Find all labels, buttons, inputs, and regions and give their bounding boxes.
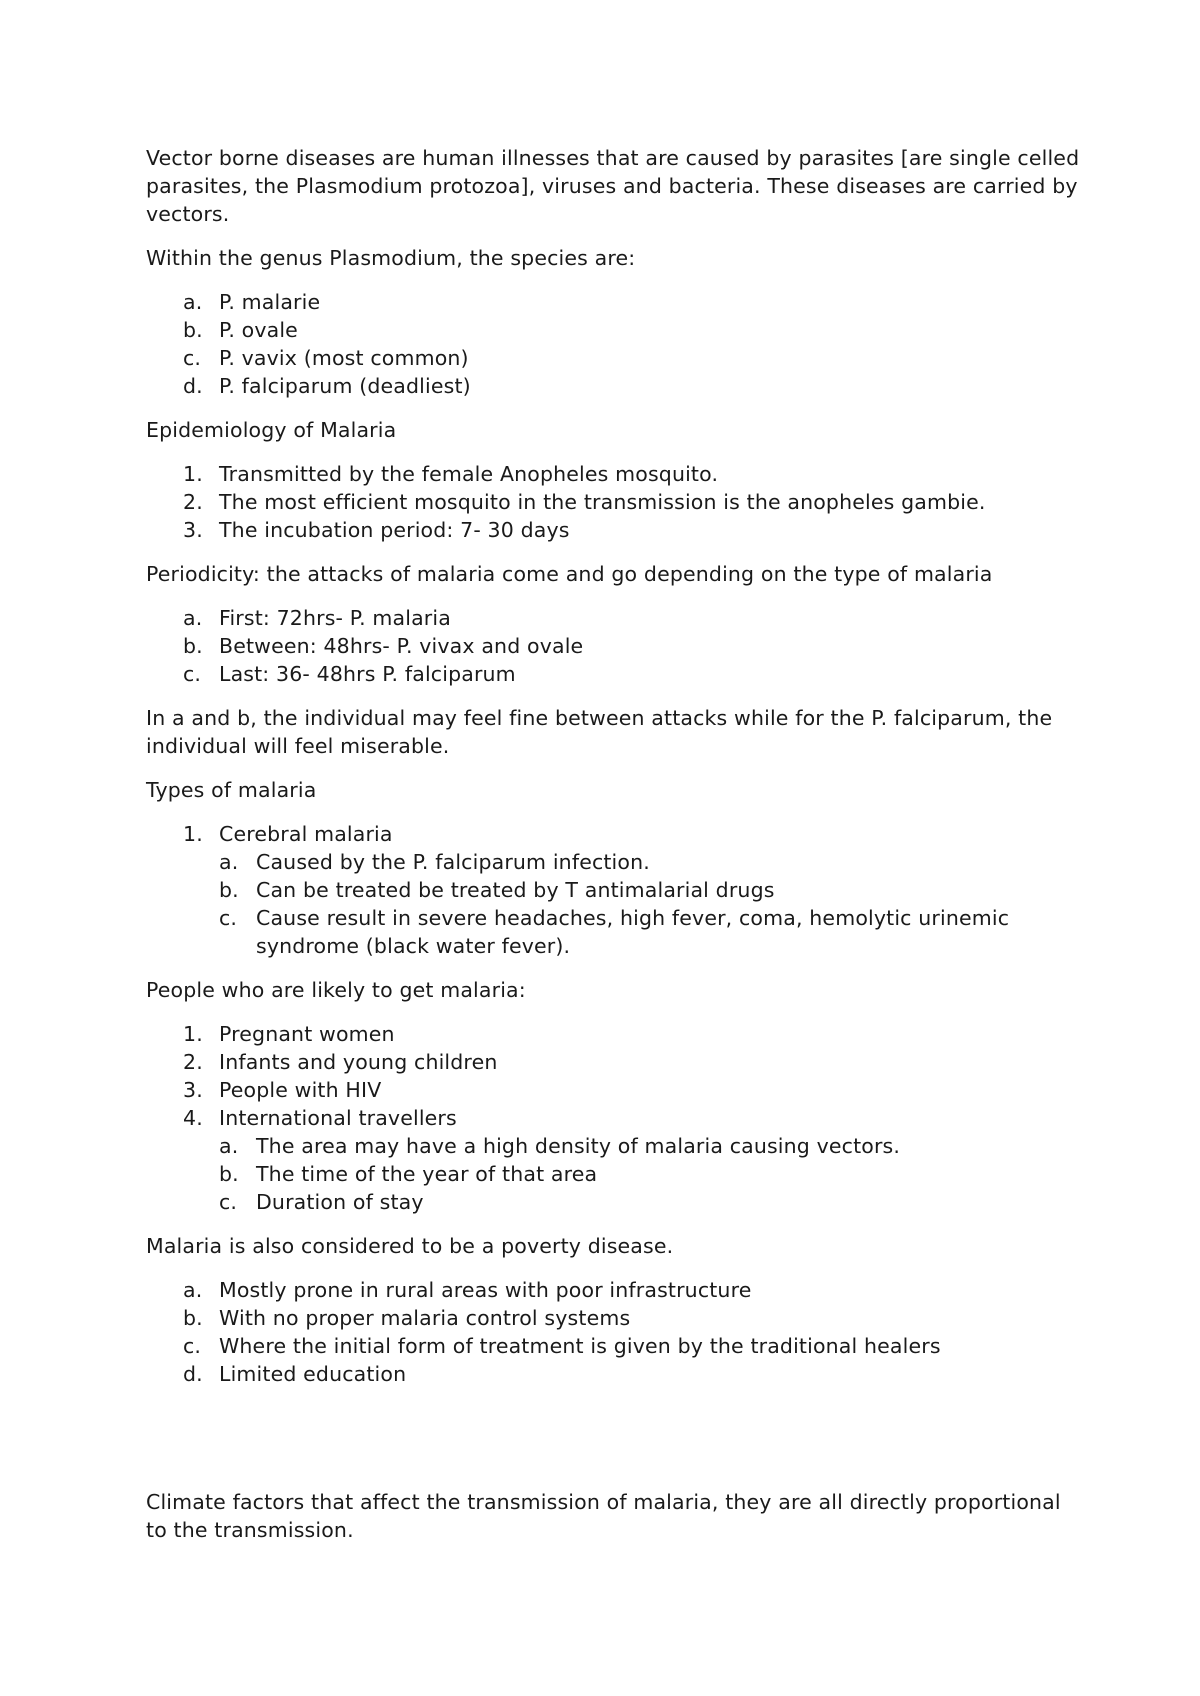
list-marker: 3.	[183, 1078, 203, 1102]
list-item	[146, 460, 1086, 488]
list-item	[146, 372, 1086, 400]
list-item	[146, 344, 1086, 372]
list-item-text: Limited education	[219, 1362, 407, 1386]
list-item-text: International travellers	[219, 1106, 457, 1130]
periodicity-list	[146, 604, 1086, 688]
types-heading: Types of malaria	[146, 778, 317, 802]
list-item-text: Can be treated be treated by T antimalarial drugs	[256, 878, 775, 902]
list-marker: 2.	[183, 490, 203, 514]
sublist-item	[146, 1132, 1086, 1160]
list-item	[146, 604, 1086, 632]
types-sublist	[219, 848, 1086, 960]
list-marker: b.	[219, 1162, 239, 1186]
list-marker: b.	[183, 1306, 203, 1330]
at-risk-heading: People who are likely to get malaria:	[146, 978, 526, 1002]
poverty-list	[146, 1276, 1086, 1388]
list-item	[146, 288, 1086, 316]
list-item-text: Infants and young children	[219, 1050, 498, 1074]
list-item-text: Duration of stay	[256, 1190, 424, 1214]
list-marker: c.	[219, 906, 238, 930]
list-item-text: Between: 48hrs- P. vivax and ovale	[219, 634, 584, 658]
sublist-item	[146, 876, 1086, 904]
list-marker: d.	[183, 1362, 203, 1386]
list-item-text: P. vavix (most common)	[219, 346, 469, 370]
list-marker: b.	[183, 318, 203, 342]
list-item-text: Where the initial form of treatment is given by the traditional healers	[219, 1334, 941, 1358]
epidemiology-heading: Epidemiology of Malaria	[146, 418, 397, 442]
list-item	[146, 488, 1086, 516]
list-item	[146, 1104, 1086, 1216]
sublist-item	[146, 1160, 1086, 1188]
list-item	[146, 632, 1086, 660]
list-item-text: Caused by the P. falciparum infection.	[256, 850, 650, 874]
list-item-text: Pregnant women	[219, 1022, 395, 1046]
list-item-text: Cause result in severe headaches, high fever, coma, hemolytic urinemic syndrome (black water fever).	[256, 906, 1010, 958]
list-item	[146, 1276, 1086, 1304]
list-item	[146, 1020, 1086, 1048]
list-item-text: The most efficient mosquito in the transmission is the anopheles gambie.	[219, 490, 986, 514]
species-list	[146, 288, 1086, 400]
list-marker: d.	[183, 374, 203, 398]
travellers-sublist	[219, 1132, 1086, 1216]
sublist-item	[146, 904, 1086, 960]
list-marker: 1.	[183, 822, 203, 846]
list-marker: b.	[219, 878, 239, 902]
sublist-item	[146, 848, 1086, 876]
list-item-text: The incubation period: 7- 30 days	[219, 518, 570, 542]
list-item-text: Last: 36- 48hrs P. falciparum	[219, 662, 516, 686]
list-item	[146, 1304, 1086, 1332]
sublist-item	[146, 1188, 1086, 1216]
list-item-text: Mostly prone in rural areas with poor infrastructure	[219, 1278, 752, 1302]
list-item-text: Cerebral malaria	[219, 822, 393, 846]
list-item-text: P. falciparum (deadliest)	[219, 374, 471, 398]
list-marker: b.	[183, 634, 203, 658]
list-item-text: The time of the year of that area	[256, 1162, 598, 1186]
species-heading: Within the genus Plasmodium, the species are:	[146, 246, 636, 270]
periodicity-heading: Periodicity: the attacks of malaria come and go depending on the type of malaria	[146, 562, 993, 586]
list-marker: a.	[183, 606, 203, 630]
list-item	[146, 820, 1086, 960]
list-marker: a.	[183, 290, 203, 314]
list-item	[146, 316, 1086, 344]
list-item	[146, 1048, 1086, 1076]
list-item-text: P. ovale	[219, 318, 298, 342]
list-marker: 4.	[183, 1106, 203, 1130]
list-item-text: Transmitted by the female Anopheles mosquito.	[219, 462, 719, 486]
list-marker: a.	[219, 850, 239, 874]
list-marker: a.	[219, 1134, 239, 1158]
document-page	[146, 144, 1086, 1560]
list-marker: c.	[183, 346, 202, 370]
intro-paragraph: Vector borne diseases are human illnesses that are caused by parasites [are single celled parasites, the Plasmodium protozoa], viruses and bacteria. These diseases are carried by vectors.	[146, 146, 1080, 226]
list-item	[146, 1332, 1086, 1360]
poverty-heading: Malaria is also considered to be a poverty disease.	[146, 1234, 674, 1258]
list-item-text: P. malarie	[219, 290, 321, 314]
list-item-text: First: 72hrs- P. malaria	[219, 606, 451, 630]
list-marker: a.	[183, 1278, 203, 1302]
list-item	[146, 1360, 1086, 1388]
list-marker: 1.	[183, 462, 203, 486]
list-item	[146, 1076, 1086, 1104]
list-item	[146, 516, 1086, 544]
list-marker: c.	[183, 662, 202, 686]
climate-paragraph: Climate factors that affect the transmission of malaria, they are all directly proportional to the transmission.	[146, 1490, 1061, 1542]
epidemiology-list	[146, 460, 1086, 544]
list-item	[146, 660, 1086, 688]
list-item-text: The area may have a high density of malaria causing vectors.	[256, 1134, 901, 1158]
list-marker: 3.	[183, 518, 203, 542]
periodicity-note: In a and b, the individual may feel fine between attacks while for the P. falciparum, the individual will feel miserable.	[146, 706, 1053, 758]
list-item-text: People with HIV	[219, 1078, 382, 1102]
list-marker: 2.	[183, 1050, 203, 1074]
blank-space	[146, 1404, 1086, 1488]
list-marker: 1.	[183, 1022, 203, 1046]
types-list	[146, 820, 1086, 960]
list-marker: c.	[183, 1334, 202, 1358]
list-item-text: With no proper malaria control systems	[219, 1306, 631, 1330]
list-marker: c.	[219, 1190, 238, 1214]
at-risk-list	[146, 1020, 1086, 1216]
